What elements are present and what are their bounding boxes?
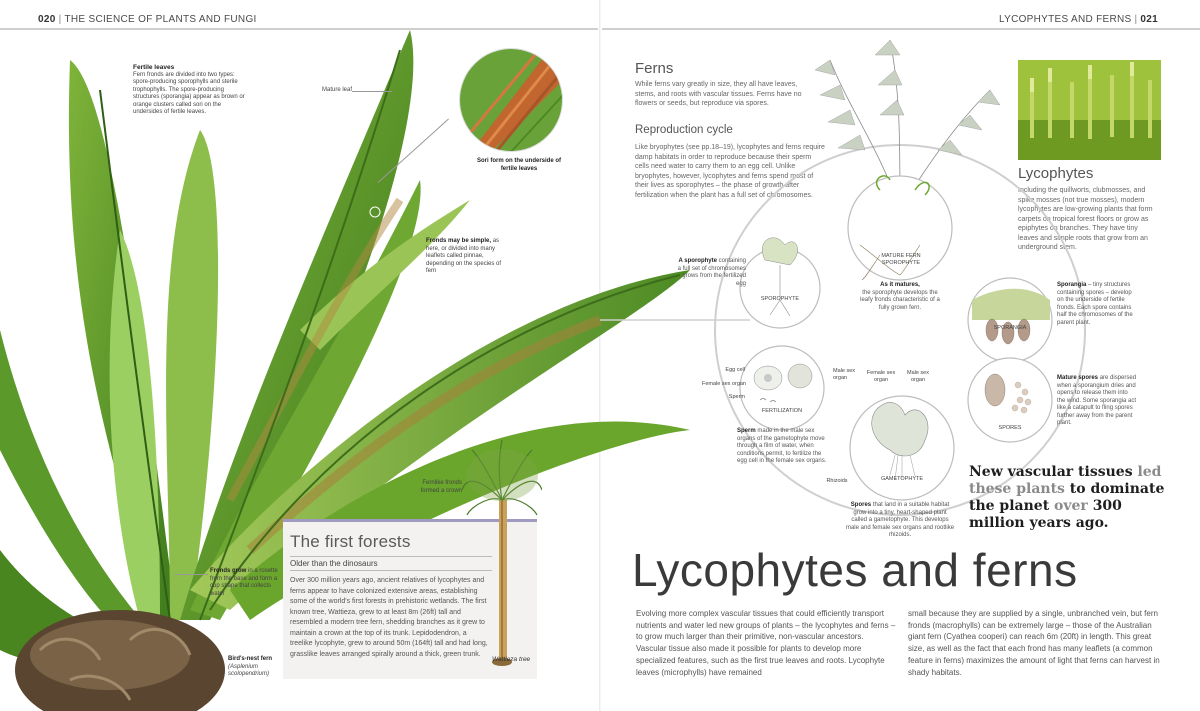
note-sporophyte — [676, 258, 746, 288]
header-title-right: LYCOPHYTES AND FERNS — [998, 14, 1132, 25]
note-sperm-text: made in the male sex organs of the gametophyte move through a film of water, when conditions permit, to fertilize the egg cell in the female sex organs. — [737, 428, 827, 464]
note-matures — [860, 282, 940, 312]
label-egg-cell: Egg cell — [725, 367, 745, 373]
running-header-right — [600, 14, 1200, 28]
ferns-heading: Ferns — [635, 60, 674, 77]
body-column-1: Evolving more complex vascular tissues that could efficiently transport nutrients and water led new groups of plants – the lycophytes and ferns – to grow much larger than their primitive, non-vascular ancestors. Vascular tissue also made it possible for plants to develop more specialized features, such as the first true leaves and roots. Lycophyte leaves (microphylls) have remained — [636, 609, 896, 677]
quote-part-2: led these plants — [969, 464, 1162, 497]
wattieza-caption: Wattieza tree — [492, 656, 531, 663]
fertile-leaves-text: Fern fronds are divided into two types: spore-producing sporophylls and sterile trophophylls. The spore-producing structures (sporangia) appear as brown or orange clusters called sori on the undersides of fertile leaves. — [133, 71, 245, 115]
note-gametophyte — [845, 502, 955, 540]
label-gametophyte: GAMETOPHYTE — [880, 476, 924, 482]
fertile-leaves-note — [133, 64, 248, 117]
label-mature-fern: MATURE FERN SPOROPHYTE — [881, 253, 921, 266]
reproduction-heading: Reproduction cycle — [635, 124, 733, 136]
note-sporangia-bold: Sporangia — [1057, 282, 1087, 288]
birds-nest-latin: (Asplenium scolopendrium) — [228, 663, 270, 677]
note-sporangia-text: – tiny structures containing spores – develop on the underside of fertile fronds. Each spore contains half the chromosomes of the parent plant. — [1057, 282, 1133, 326]
fronds-simple-note — [426, 238, 506, 276]
quote-part-4: dominate the planet — [969, 481, 1165, 514]
label-female-sex-organ-2: Female sex organ — [866, 370, 896, 383]
mature-leaf-label: Mature leaf — [322, 87, 353, 93]
fronds-simple-bold: Fronds may be simple, — [426, 238, 492, 244]
page-number-left: 020 — [38, 14, 56, 25]
running-header-left — [0, 14, 600, 28]
fronds-grow-note — [210, 568, 280, 598]
ferns-text: While ferns vary greatly in size, they all have leaves, stems, and roots with vascular tissues. Ferns have no flowers or seeds, but reproduce via spores. — [635, 81, 802, 107]
label-rhizoids: Rhizoids — [826, 478, 848, 484]
page-number-right: 021 — [1140, 14, 1158, 25]
note-gametophyte-text: that land in a suitable habitat grow into a tiny, heart-shaped plant called a gametophyte. This develops male and female sex organs and rootlike rhizoids. — [845, 502, 955, 538]
label-male-sex-organ: Male sex organ — [833, 368, 856, 381]
label-fertilization: FERTILIZATION — [761, 408, 803, 414]
header-separator: | — [58, 14, 62, 25]
note-sperm — [737, 428, 832, 466]
quote-part-5: over — [1054, 498, 1088, 514]
first-forests-title: The first forests — [290, 532, 411, 551]
sori-closeup-photo — [459, 48, 563, 152]
label-spores: SPORES — [998, 425, 1022, 431]
note-gametophyte-bold: Spores — [850, 502, 872, 508]
first-forests-subtitle: Older than the dinosaurs — [290, 556, 492, 571]
note-sporophyte-text: containing a full set of chromosomes grows from the fertilized egg — [677, 258, 746, 287]
reproduction-text: Like bryophytes (see pp.18–19), lycophytes and ferns require damp habitats in order to reproduce because their sperm cells need water to carry them to an egg cell. Unlike bryophytes, however, lycophytes and ferns spend most of their lives as sporophytes – the phase of growth after fertilization when the plant has a full set of chromosomes. — [635, 144, 825, 199]
lycophytes-text: Including the quillworts, clubmosses, and spike mosses (not true mosses), modern lycophytes are low-growing plants that form carpets on tropical forest floors or grow as epiphytes on branches. They have tiny leaves and simple roots that grow from an underground stem. — [1018, 187, 1153, 251]
body-column-2: small because they are supplied by a single, unbranched vein, but fern fronds (macrophylls) can be extremely large – those of the Australian giant fern (Cyathea cooperi) can reach 6m (20ft) in length. This great size, as well as the fact that each frond has many leaflets (a common feature in ferns) maximizes the amount of light that ferns can harvest in shady habitats. — [908, 609, 1160, 677]
fronds-grow-bold: Fronds grow — [210, 568, 247, 574]
pull-quote — [969, 464, 1169, 532]
fertile-leaves-title: Fertile leaves — [133, 64, 175, 71]
quote-part-1: New vascular tissues — [969, 464, 1133, 480]
birds-nest-note — [228, 656, 282, 679]
note-sporophyte-bold: A sporophyte — [678, 258, 717, 264]
wattieza-tree-illustration — [462, 440, 542, 670]
page-title: Lycophytes and ferns — [632, 544, 1078, 596]
note-matures-text: the sporophyte develops the leafy fronds characteristic of a fully grown fern. — [860, 289, 940, 311]
header-title-left: THE SCIENCE OF PLANTS AND FUNGI — [64, 14, 257, 25]
mature-leaf-leader — [352, 91, 392, 92]
label-sporophyte: SPOROPHYTE — [760, 296, 800, 302]
sori-closeup-drawing — [460, 49, 563, 152]
label-sperm: Sperm — [728, 394, 745, 400]
note-matures-bold: As it matures, — [880, 282, 920, 288]
note-sperm-bold: Sperm — [737, 428, 756, 434]
note-spores — [1057, 375, 1137, 428]
note-sporangia — [1057, 282, 1137, 327]
fernlike-fronds-label: Fernlike fronds formed a crown — [420, 480, 462, 494]
fronds-grow-text: in a rosette from the base and form a cup shape that collects water — [210, 568, 278, 597]
label-male-sex-organ-2: Male sex organ — [906, 370, 929, 383]
quote-part-3: to — [1069, 481, 1086, 497]
quote-part-6: 300 million years ago. — [969, 498, 1122, 531]
header-separator: | — [1134, 14, 1138, 25]
label-sporangia: SPORANGIA — [993, 325, 1027, 331]
note-spores-text: are dispersed when a sporangium dries and opens to release them into the wind. Some sporangia act like a catapult to fling spores further away from the parent plant. — [1057, 375, 1137, 426]
birds-nest-bold: Bird's-nest fern — [228, 656, 273, 662]
sori-caption: Sori form on the underside of fertile leaves — [477, 158, 562, 172]
fronds-grow-leader — [175, 574, 208, 575]
fronds-simple-text: as here, or divided into many leaflets called pinnae, depending on the species of fern — [426, 238, 502, 274]
first-forests-body: Over 300 million years ago, ancient relatives of lycophytes and ferns appear to have colonized extensive areas, establishing some of the world's first forests in prehistoric wetlands. The first known tree, Wattieza, grew to at least 8m (26ft) tall and resembled a modern tree fern, shedding branches as it grew to maintain a crown at the top of its trunk. Lepidodendron, a treelike lycophyte, grew to around 50m (164ft) tall and had long, grasslike leaves arranged spirally around a thick, green trunk. — [290, 577, 488, 658]
note-spores-bold: Mature spores — [1057, 375, 1099, 381]
label-female-sex-organ: Female sex organ — [701, 381, 746, 387]
lycophytes-heading: Lycophytes — [1018, 165, 1094, 182]
